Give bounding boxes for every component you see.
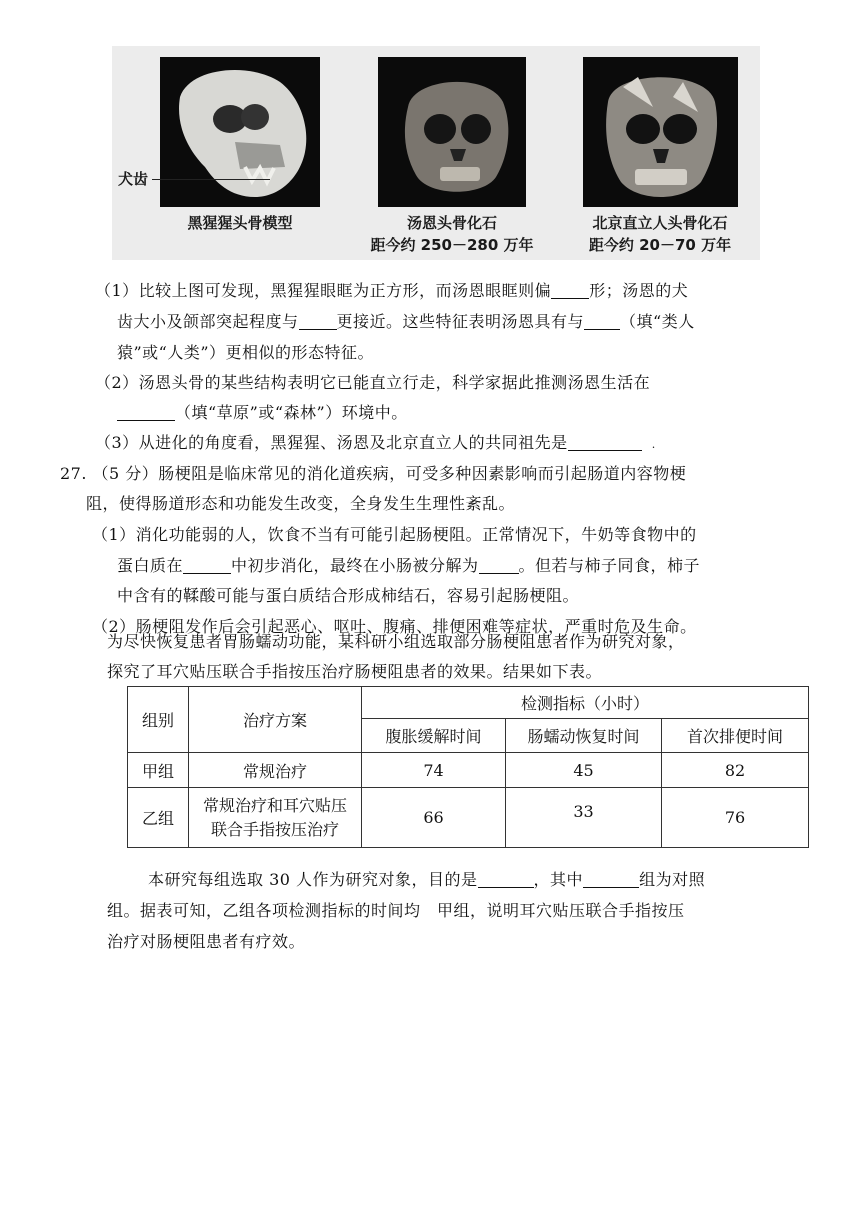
- q27-conclusion-text-a: 本研究每组选取 30 人作为研究对象，目的是: [148, 870, 478, 889]
- q27-conclusion-text-c: 组为对照: [639, 870, 706, 889]
- q27-part2-line2: [107, 626, 685, 657]
- row-value-cell: 82: [662, 753, 809, 788]
- peking-man-skull-image: [583, 57, 738, 207]
- chimpanzee-skull-photo: [160, 57, 320, 207]
- q27-conclusion-line3: [107, 926, 305, 957]
- q26-part1-text-f: 猿”或“人类”）更相似的形态特征。: [117, 343, 375, 362]
- table-row: [128, 753, 809, 788]
- row-group-cell: 甲组: [128, 753, 189, 788]
- q27-intro-line1: [60, 458, 686, 489]
- q26-part1-text-b: 形；汤恩的犬: [589, 281, 689, 300]
- q26-part2-text-b: （填“草原”或“森林”）环境中。: [175, 403, 408, 422]
- table-row: [128, 788, 809, 848]
- results-table: [127, 686, 809, 848]
- row-plan-line2: 联合手指按压治疗: [210, 819, 339, 839]
- q26-part3-text-a: （3）从进化的角度看，黑猩猩、汤恩及北京直立人的共同祖先是: [95, 433, 568, 452]
- chimpanzee-skull-image: [160, 57, 320, 207]
- subheader-first-defecation: 首次排便时间: [662, 719, 809, 753]
- q27-part1-text-b: 蛋白质在: [117, 556, 184, 575]
- q26-part1-line1: [95, 275, 688, 306]
- q27-conclusion-line1: [148, 864, 705, 895]
- taung-skull-photo: [378, 57, 526, 207]
- q27-blank-digestion-site[interactable]: [183, 555, 231, 574]
- q27-conclusion-text-d: 组。据表可知，乙组各项检测指标的时间均 甲组，说明耳穴贴压联合手指按压: [107, 901, 685, 920]
- header-index: 检测指标（小时）: [362, 687, 809, 719]
- q26-blank-habitat[interactable]: [117, 402, 175, 421]
- row-value-cell: 74: [362, 753, 506, 788]
- q27-conclusion-text-b: ，其中: [533, 870, 584, 889]
- q27-part1-line3: [117, 580, 579, 611]
- caption-taung: [362, 212, 542, 256]
- q27-intro-line2: [86, 488, 515, 519]
- q27-conclusion-line2: [107, 895, 685, 926]
- q27-part2-text-b: 为尽快恢复患者胃肠蠕动功能，某科研小组选取部分肠梗阻患者作为研究对象，: [107, 632, 685, 651]
- taung-skull-image: [378, 57, 526, 207]
- q26-part1-text-e: （填“类人: [620, 312, 695, 331]
- q27-part1-line1: [92, 519, 697, 550]
- header-plan: 治疗方案: [189, 687, 362, 753]
- q26-blank-comparison[interactable]: [299, 311, 337, 330]
- q26-part2-line2: [117, 397, 408, 428]
- caption-peking-title: 北京直立人头骨化石: [592, 214, 728, 232]
- row-plan-line1: 常规治疗和耳穴贴压: [202, 795, 347, 815]
- q26-part2-line1: [95, 367, 650, 398]
- q26-blank-orbit-shape[interactable]: [551, 280, 589, 299]
- row-value-cell: 33: [506, 788, 662, 848]
- q27-part1-text-a: （1）消化功能弱的人，饮食不当有可能引起肠梗阻。正常情况下，牛奶等食物中的: [92, 525, 697, 544]
- q27-part2-text-a: （2）肠梗阻发作后会引起恶心、呕吐、腹痛、排便困难等症状，严重时危及生命。: [92, 617, 697, 636]
- row-plan-cell: [189, 788, 362, 848]
- q27-part1-line2: [117, 550, 700, 581]
- q26-part1-text-a: （1）比较上图可发现，黑猩猩眼眶为正方形，而汤恩眼眶则偏: [95, 281, 552, 300]
- caption-peking-date: 距今约 20－70 万年: [588, 236, 732, 254]
- canine-pointer-line: [152, 179, 270, 180]
- row-value-cell: 76: [662, 788, 809, 848]
- q26-blank-similarity[interactable]: [584, 311, 620, 330]
- q27-part2-line-third: [107, 656, 602, 687]
- row-group-cell: 乙组: [128, 788, 189, 848]
- canine-label: 犬齿: [118, 170, 149, 188]
- q27-part1-text-e: 中含有的鞣酸可能与蛋白质结合形成柿结石，容易引起肠梗阻。: [117, 586, 580, 605]
- q26-part1-line2: [117, 306, 695, 337]
- q27-intro-text-b: 阻，使得肠道形态和功能发生改变，全身发生生理性紊乱。: [86, 494, 516, 513]
- q27-intro-text-a: 27. （5 分）肠梗阻是临床常见的消化道疾病，可受多种因素影响而引起肠道内容物梗: [60, 464, 687, 483]
- q26-part1-text-c: 齿大小及颌部突起程度与: [117, 312, 299, 331]
- caption-chimpanzee: [150, 212, 330, 234]
- row-value-cell: 45: [506, 753, 662, 788]
- q26-part2-text-a: （2）汤恩头骨的某些结构表明它已能直立行走，科学家据此推测汤恩生活在: [95, 373, 651, 392]
- caption-taung-title: 汤恩头骨化石: [406, 214, 497, 232]
- q27-blank-control-group[interactable]: [583, 869, 639, 888]
- caption-peking: [570, 212, 750, 256]
- caption-chimpanzee-title: 黑猩猩头骨模型: [187, 214, 293, 232]
- q27-part1-text-d: 。但若与柿子同食，柿子: [518, 556, 701, 575]
- q26-blank-ancestor[interactable]: [568, 432, 642, 451]
- row-value-cell: 66: [362, 788, 506, 848]
- q27-blank-product[interactable]: [479, 555, 519, 574]
- row-plan-cell: 常规治疗: [189, 753, 362, 788]
- header-group: 组别: [128, 687, 189, 753]
- q27-part1-text-c: 中初步消化，最终在小肠被分解为: [231, 556, 479, 575]
- q26-part3-dot: .: [651, 438, 656, 451]
- subheader-bloating-relief: 腹胀缓解时间: [362, 719, 506, 753]
- q27-blank-purpose[interactable]: [478, 869, 534, 888]
- q26-part1-text-d: 更接近。这些特征表明汤恩具有与: [336, 312, 585, 331]
- q26-part1-line3: [117, 337, 374, 368]
- q26-part3-line1: [95, 427, 656, 460]
- subheader-peristalsis-recovery: 肠蠕动恢复时间: [506, 719, 662, 753]
- caption-taung-date: 距今约 250－280 万年: [370, 236, 534, 254]
- peking-man-skull-photo: [583, 57, 738, 207]
- q27-part2-text-c: 探究了耳穴贴压联合手指按压治疗肠梗阻患者的效果。结果如下表。: [107, 662, 603, 681]
- q27-conclusion-text-e: 治疗对肠梗阻患者有疗效。: [107, 932, 306, 951]
